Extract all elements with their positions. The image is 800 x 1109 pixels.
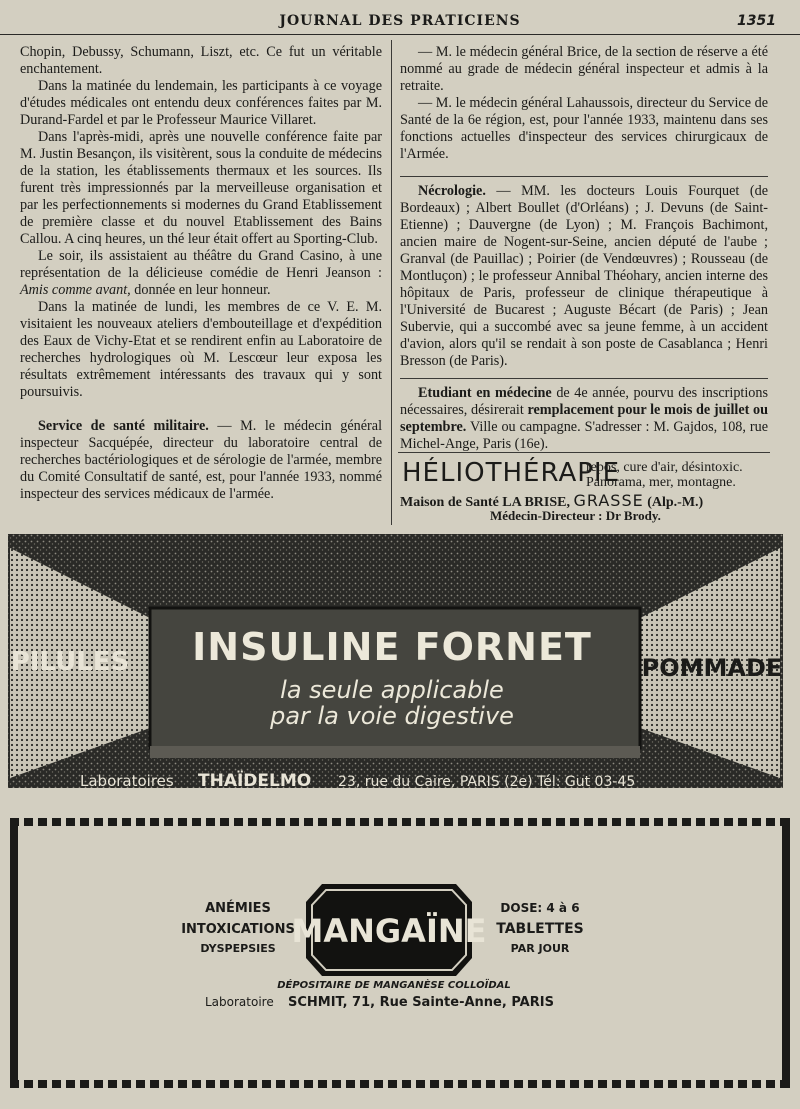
ad-left-1: ANÉMIES — [205, 901, 271, 916]
section-heading: Service de santé militaire. — [38, 418, 209, 434]
ad-slogan-1: la seule applicable — [280, 676, 504, 704]
column-divider — [391, 40, 392, 525]
paragraph — [400, 183, 768, 370]
dashed-border-top — [10, 818, 790, 826]
paragraph: Dans la matinée du lendemain, les participants à ce voyage d'études médicales ont entendu deux conférences faites par M. Durand-Fardel et par le Professeur Maurice Villaret. — [20, 78, 382, 128]
text: GRASSE — [573, 491, 644, 510]
text: Etudiant en médecine — [418, 385, 552, 401]
ad-slogan-2: par la voie digestive — [270, 702, 514, 730]
text: (Alp.-M.) — [647, 495, 704, 510]
mangaine-ad — [10, 818, 790, 1090]
paragraph — [20, 418, 382, 503]
section-heading: Nécrologie. — [418, 183, 486, 199]
ad-tagline — [586, 460, 743, 490]
ad-right-3: PAR JOUR — [510, 942, 570, 955]
ad-right-1: DOSE: 4 à 6 — [500, 901, 580, 915]
divider — [398, 452, 770, 453]
border-right — [782, 818, 790, 1088]
ad-left-3: DYSPEPSIES — [200, 942, 276, 955]
ad-brand: INSULINE FORNET — [192, 625, 592, 669]
ad-lab-prefix: Laboratoires — [80, 772, 174, 790]
paragraph — [20, 248, 382, 299]
text: remplacement pour le mois de juillet ou septembre. — [400, 402, 768, 435]
mangaine-ad-graphic — [10, 818, 790, 1090]
ad-subtitle: DÉPOSITAIRE DE MANGANÈSE COLLOÏDAL — [277, 980, 511, 991]
paragraph: Dans l'après-midi, après une nouvelle conférence faite par M. Justin Besançon, ils visitèrent, sous la conduite de médecins de la station, les établissements thermaux et les sources. Ils furent très impressionnés par la merveilleuse organisation et par les perfectionnements si modernes du Grand Etablissement de première classe et du nouvel Etablissement des Bains Callou. A cinq heures, un thé leur était offert au Sporting-Club. — [20, 129, 382, 247]
text: Maison de Santé LA BRISE, — [400, 495, 570, 510]
panel-step — [150, 746, 640, 758]
ad-lab-prefix: Laboratoire — [205, 995, 274, 1009]
ad-left-2: INTOXICATIONS — [181, 922, 295, 937]
paragraph: Dans la matinée de lundi, les membres de ce V. E. M. visitaient les nouveaux ateliers d'embouteillage et d'expédition des Eaux de Vichy-Etat et se rendirent enfin au Laboratoire de recherches hydrologiques où M. Lescœur leur exposa les résultats extrêmement intéressants des travaux qui y sont poursuivis. — [20, 299, 382, 400]
text: — M. le médecin général inspecteur Sacquépée, directeur du laboratoire central de recherches bactériologiques et de sérologie de l'armée, membre du Comité Consultatif de santé, est, pour l'année 1933, nommé inspecteur des services médicaux de l'armée. — [20, 418, 383, 502]
ad-left-word: PILULES — [10, 647, 130, 677]
ad-director: Médecin-Directeur : Dr Brody. — [490, 508, 661, 523]
ad-right-word: POMMADE — [641, 654, 783, 682]
text: Le soir, ils assistaient au théâtre du Grand Casino, à une représentation de la délicieuse comédie de Henri Jeanson : — [20, 248, 382, 281]
text: Ville ou campagne. S'adresser : M. Gajdos, 108, rue Michel-Ange, Paris (16e). — [400, 419, 768, 452]
text: donnée en leur honneur. — [130, 282, 271, 298]
paragraph: Chopin, Debussy, Schumann, Liszt, etc. Ce fut un véritable enchantement. — [20, 44, 382, 77]
text: Panorama, mer, montagne. — [586, 475, 736, 490]
left-column — [20, 44, 382, 503]
classified-ad — [400, 385, 768, 453]
ad-title: HÉLIOTHÉRAPIE — [402, 458, 621, 488]
page-header — [0, 0, 800, 35]
insuline-fornet-ad — [0, 528, 800, 794]
right-column — [400, 44, 768, 453]
ad-address: 23, rue du Caire, PARIS (2e) Tél: Gut 03-45 — [338, 774, 636, 790]
ad-lab: SCHMIT, 71, Rue Sainte-Anne, PARIS — [288, 995, 554, 1010]
journal-title: JOURNAL DES PRATICIENS — [279, 13, 521, 29]
ad-brand: MANGAÏNE — [291, 912, 487, 950]
text: — MM. les docteurs Louis Fourquet (de Bordeaux) ; Albert Boullet (d'Orléans) ; J. Devuns (de Saint-Etienne) ; Dauvergne (de Lyon) ; M. François Bachimont, ancien maire de Nogent-sur-Seine, ancien député de l'aube ; Granval (de Pauillac) ; Poirier (de Vendœuvres) ; Rousseau (de Montluçon) ; le professeur Annibal Théohary, ancien interne des hôpitaux de Paris, professeur de clinique thérapeutique à l'Université de Bucarest ; Auguste Bécart (de Paris) ; Jean Subervie, qui a succombé avec sa jeune femme, à un accident d'avion, alors qu'il se rendait à son poste de Casablanca ; Henri Bresson (de Paris). — [400, 183, 768, 369]
paragraph: — M. le médecin général Brice, de la section de réserve a été nommé au grade de médecin général inspecteur et admis à la retraite. — [400, 44, 768, 94]
insuline-ad-graphic — [0, 528, 800, 794]
dashed-border-bottom — [10, 1080, 790, 1088]
ad-lab-name: THAÏDELMO — [198, 771, 312, 791]
play-title: Amis comme avant, — [20, 282, 131, 298]
ad-right-2: TABLETTES — [496, 921, 584, 937]
paragraph: — M. le médecin général Lahaussois, directeur du Service de Santé de la 6e région, est, pour l'année 1933, maintenu dans ses fonctions actuelles d'inspecteur des services chirurgicaux de l'Armée. — [400, 95, 768, 162]
border-left — [10, 818, 18, 1088]
page-number: 1351 — [737, 13, 776, 29]
text: de 4e année, pourvu des inscriptions nécessaires, désirerait — [400, 385, 769, 418]
text: repos, cure d'air, désintoxic. — [586, 460, 743, 475]
